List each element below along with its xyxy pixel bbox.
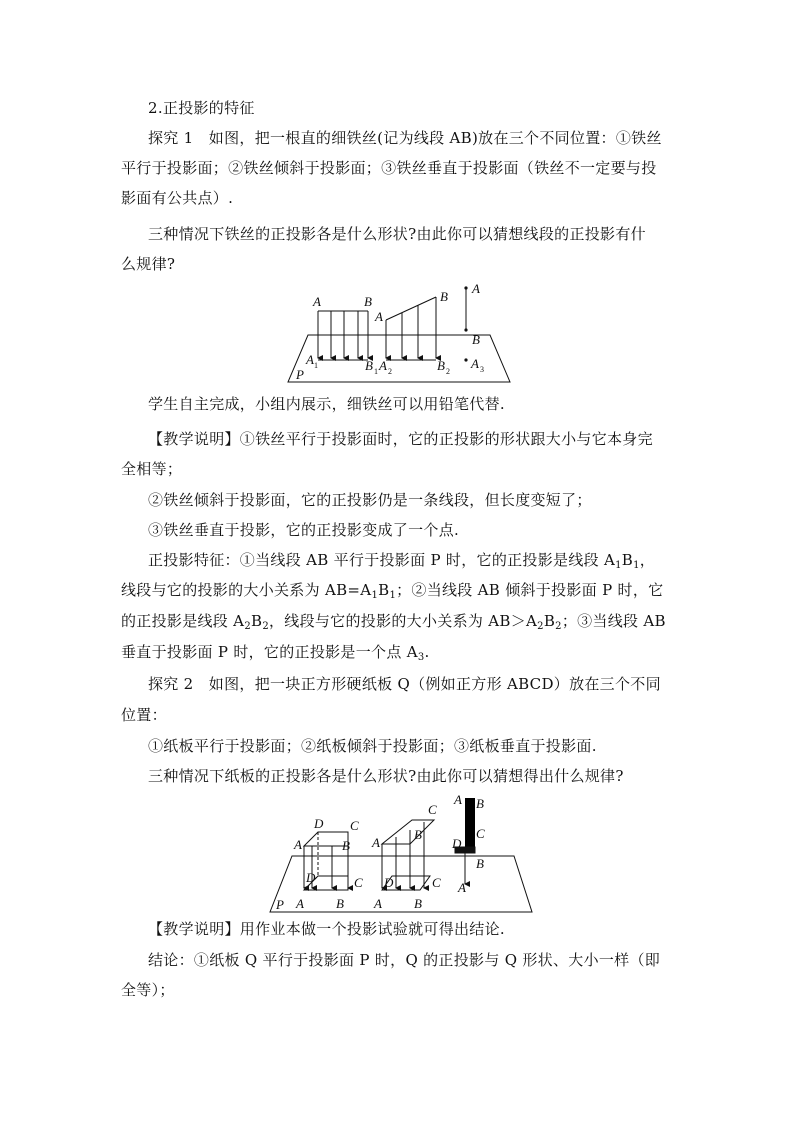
- svg-text:A: A: [372, 835, 380, 850]
- label-b: B: [364, 294, 372, 309]
- label-b-2: B: [440, 289, 448, 304]
- label-a: A: [313, 294, 321, 309]
- label-a3: A: [471, 356, 479, 371]
- feature-line4: 垂直于投影面 P 时，它的正投影是一个点 $A_3$.: [121, 643, 430, 663]
- svg-text:1: 1: [374, 367, 378, 376]
- teach1-line3: ②铁丝倾斜于投影面，它的正投影仍是一条线段，但长度变短了；: [148, 491, 592, 509]
- svg-text:D: D: [452, 836, 462, 851]
- explore1-line2: 平行于投影面；②铁丝倾斜于投影面；③铁丝垂直于投影面（铁丝不一定要与投: [121, 159, 657, 177]
- svg-text:A: A: [454, 792, 462, 807]
- svg-text:B: B: [476, 796, 484, 811]
- svg-text:D: D: [384, 875, 394, 890]
- teach1-line2: 全相等；: [121, 460, 183, 478]
- svg-text:3: 3: [480, 365, 484, 374]
- explore2-line2: 位置：: [121, 706, 167, 724]
- svg-text:B: B: [342, 838, 350, 853]
- student-line: 学生自主完成，小组内展示，细铁丝可以用铅笔代替.: [148, 395, 505, 413]
- label-b1: B: [365, 358, 373, 373]
- label-b-3: B: [472, 332, 480, 347]
- svg-text:C: C: [354, 875, 363, 890]
- label-a-2: A: [375, 309, 383, 324]
- svg-text:P: P: [276, 897, 284, 912]
- svg-text:B: B: [414, 896, 422, 911]
- svg-text:2: 2: [388, 367, 392, 376]
- svg-text:C: C: [428, 802, 437, 817]
- label-a3d3: A: [458, 880, 466, 895]
- teach1-line1: 【教学说明】①铁丝平行于投影面时，它的正投影的形状跟大小与它本身完: [148, 430, 653, 448]
- svg-text:C: C: [350, 818, 359, 833]
- feature-line1: 正投影特征：①当线段 AB 平行于投影面 P 时，它的正投影是线段 $A_1B_1$，: [148, 551, 656, 571]
- svg-text:A: A: [294, 837, 302, 852]
- label-a2: A: [379, 358, 387, 373]
- point-a3: [464, 358, 467, 361]
- label-plane-p: P: [296, 367, 304, 382]
- label-a1: A: [306, 352, 314, 367]
- explore2-line4: 三种情况下纸板的正投影各是什么形状?由此你可以猜想得出什么规律?: [148, 767, 624, 785]
- explore1-line1: 探究 1 如图，把一根直的细铁丝(记为线段 AB)放在三个不同位置：①铁丝: [148, 129, 662, 147]
- explore1-line3: 影面有公共点）.: [121, 189, 234, 207]
- explore2-line3: ①纸板平行于投影面；②纸板倾斜于投影面；③纸板垂直于投影面.: [148, 737, 597, 755]
- figure-square-projection: [262, 792, 534, 916]
- label-a-3: A: [472, 281, 480, 296]
- explore2-line1: 探究 2 如图，把一块正方形硬纸板 Q（例如正方形 ABCD）放在三个不同: [148, 675, 661, 693]
- conclusion-line1: 结论：①纸板 Q 平行于投影面 P 时，Q 的正投影与 Q 形状、大小一样（即: [148, 951, 661, 969]
- feature-line3: 的正投影是线段 $A_2B_2$，线段与它的投影的大小关系为 $AB>A_2B_2$；③当线段 AB: [121, 612, 666, 632]
- svg-text:1: 1: [314, 361, 318, 370]
- board-abcd-oblique: [382, 820, 434, 844]
- conclusion-line2: 全等）；: [121, 981, 175, 999]
- svg-text:D: D: [306, 870, 316, 885]
- explore1-question2: 么规律?: [121, 255, 176, 273]
- segment-ab-oblique: [386, 297, 436, 320]
- svg-text:A: A: [296, 896, 304, 911]
- teach1-line4: ③铁丝垂直于投影，它的正投影变成了一个点.: [148, 521, 460, 539]
- teach2-line: 【教学说明】用作业本做一个投影试验就可得出结论.: [148, 920, 505, 938]
- label-b3c3: B: [476, 856, 484, 871]
- figure-segment-projection: [280, 278, 520, 388]
- section-title: 2.正投影的特征: [148, 99, 255, 117]
- explore1-question1: 三种情况下铁丝的正投影各是什么形状?由此你可以猜想线段的正投影有什: [148, 225, 646, 243]
- svg-text:C: C: [432, 875, 441, 890]
- svg-text:A: A: [374, 896, 382, 911]
- svg-text:C: C: [476, 826, 485, 841]
- svg-text:2: 2: [446, 367, 450, 376]
- svg-text:B: B: [336, 896, 344, 911]
- label-b2: B: [437, 358, 445, 373]
- svg-text:B: B: [414, 827, 422, 842]
- feature-line2: 线段与它的投影的大小关系为 $AB=A_1B_1$；②当线段 AB 倾斜于投影面 P 时，它: [121, 581, 664, 601]
- board-abcd-perpendicular: [465, 798, 475, 848]
- svg-text:D: D: [314, 816, 324, 831]
